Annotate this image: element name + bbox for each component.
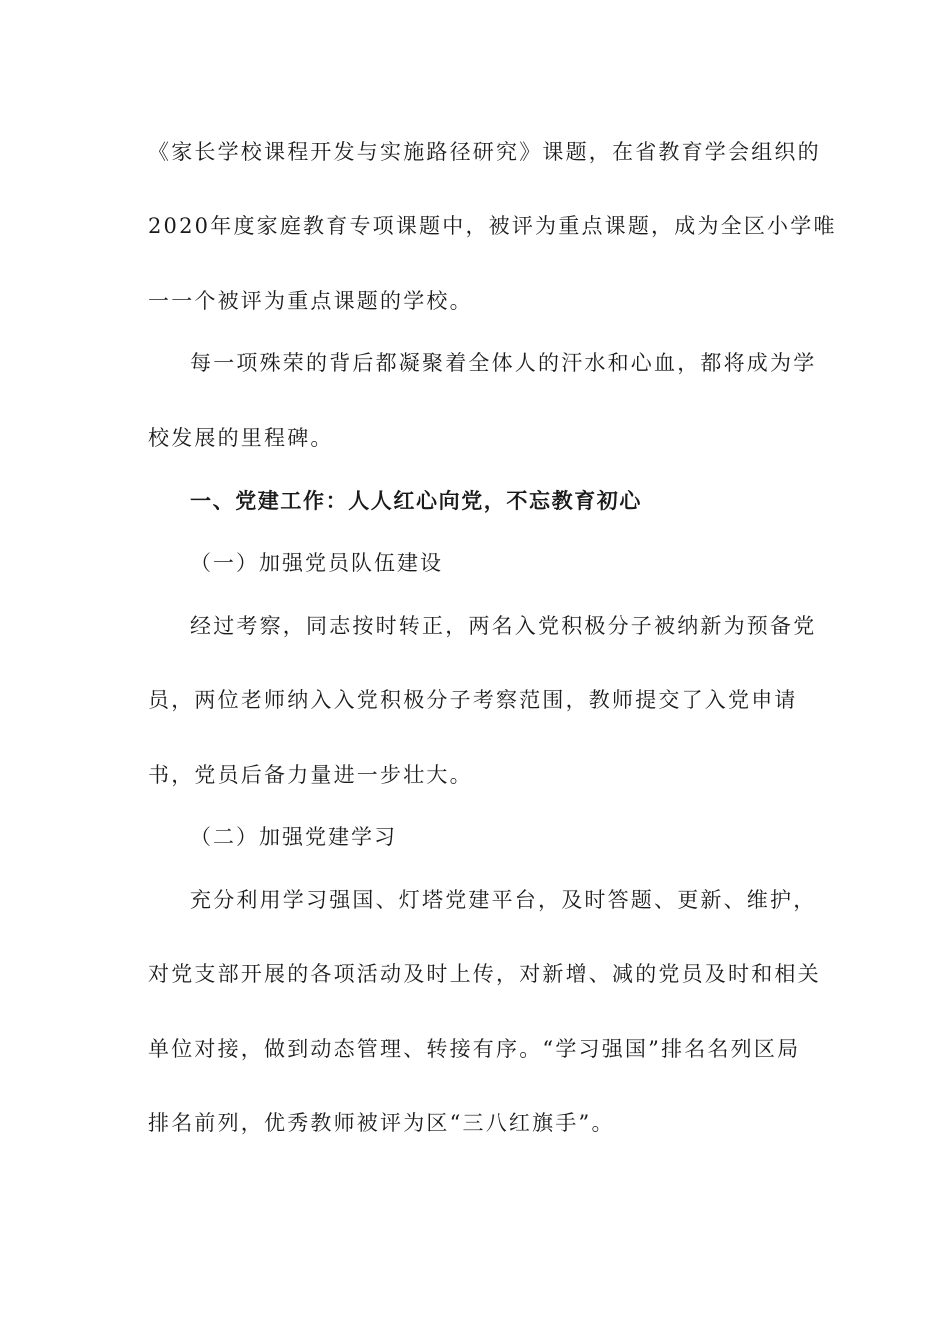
paragraph-line: 校发展的里程碑。 [148, 426, 334, 450]
paragraph-line: 员，两位老师纳入入党积极分子考察范围，教师提交了入党申请 [148, 688, 798, 712]
paragraph-line: 对党支部开展的各项活动及时上传，对新增、减的党员及时和相关 [148, 962, 821, 986]
paragraph-line: 书，党员后备力量进一步壮大。 [148, 763, 473, 787]
section-heading: 一、党建工作：人人红心向党，不忘教育初心 [190, 489, 642, 513]
paragraph-line: 《家长学校课程开发与实施路径研究》课题，在省教育学会组织的 [148, 140, 821, 164]
paragraph-line: 2020年度家庭教育专项课题中，被评为重点课题，成为全区小学唯 [148, 214, 837, 238]
subsection-heading: （二）加强党建学习 [190, 825, 397, 849]
paragraph-line: 单位对接，做到动态管理、转接有序。“学习强国”排名名列区局 [148, 1037, 801, 1061]
paragraph-line: 每一项殊荣的背后都凝聚着全体人的汗水和心血，都将成为学 [190, 351, 817, 375]
paragraph-line: 一一个被评为重点课题的学校。 [148, 289, 473, 313]
paragraph-line: 经过考察，同志按时转正，两名入党积极分子被纳新为预备党 [190, 614, 817, 638]
subsection-heading: （一）加强党员队伍建设 [190, 551, 443, 575]
paragraph-line: 排名前列，优秀教师被评为区“三八红旗手”。 [148, 1111, 615, 1135]
paragraph-line: 充分利用学习强国、灯塔党建平台，及时答题、更新、维护， [190, 888, 817, 912]
